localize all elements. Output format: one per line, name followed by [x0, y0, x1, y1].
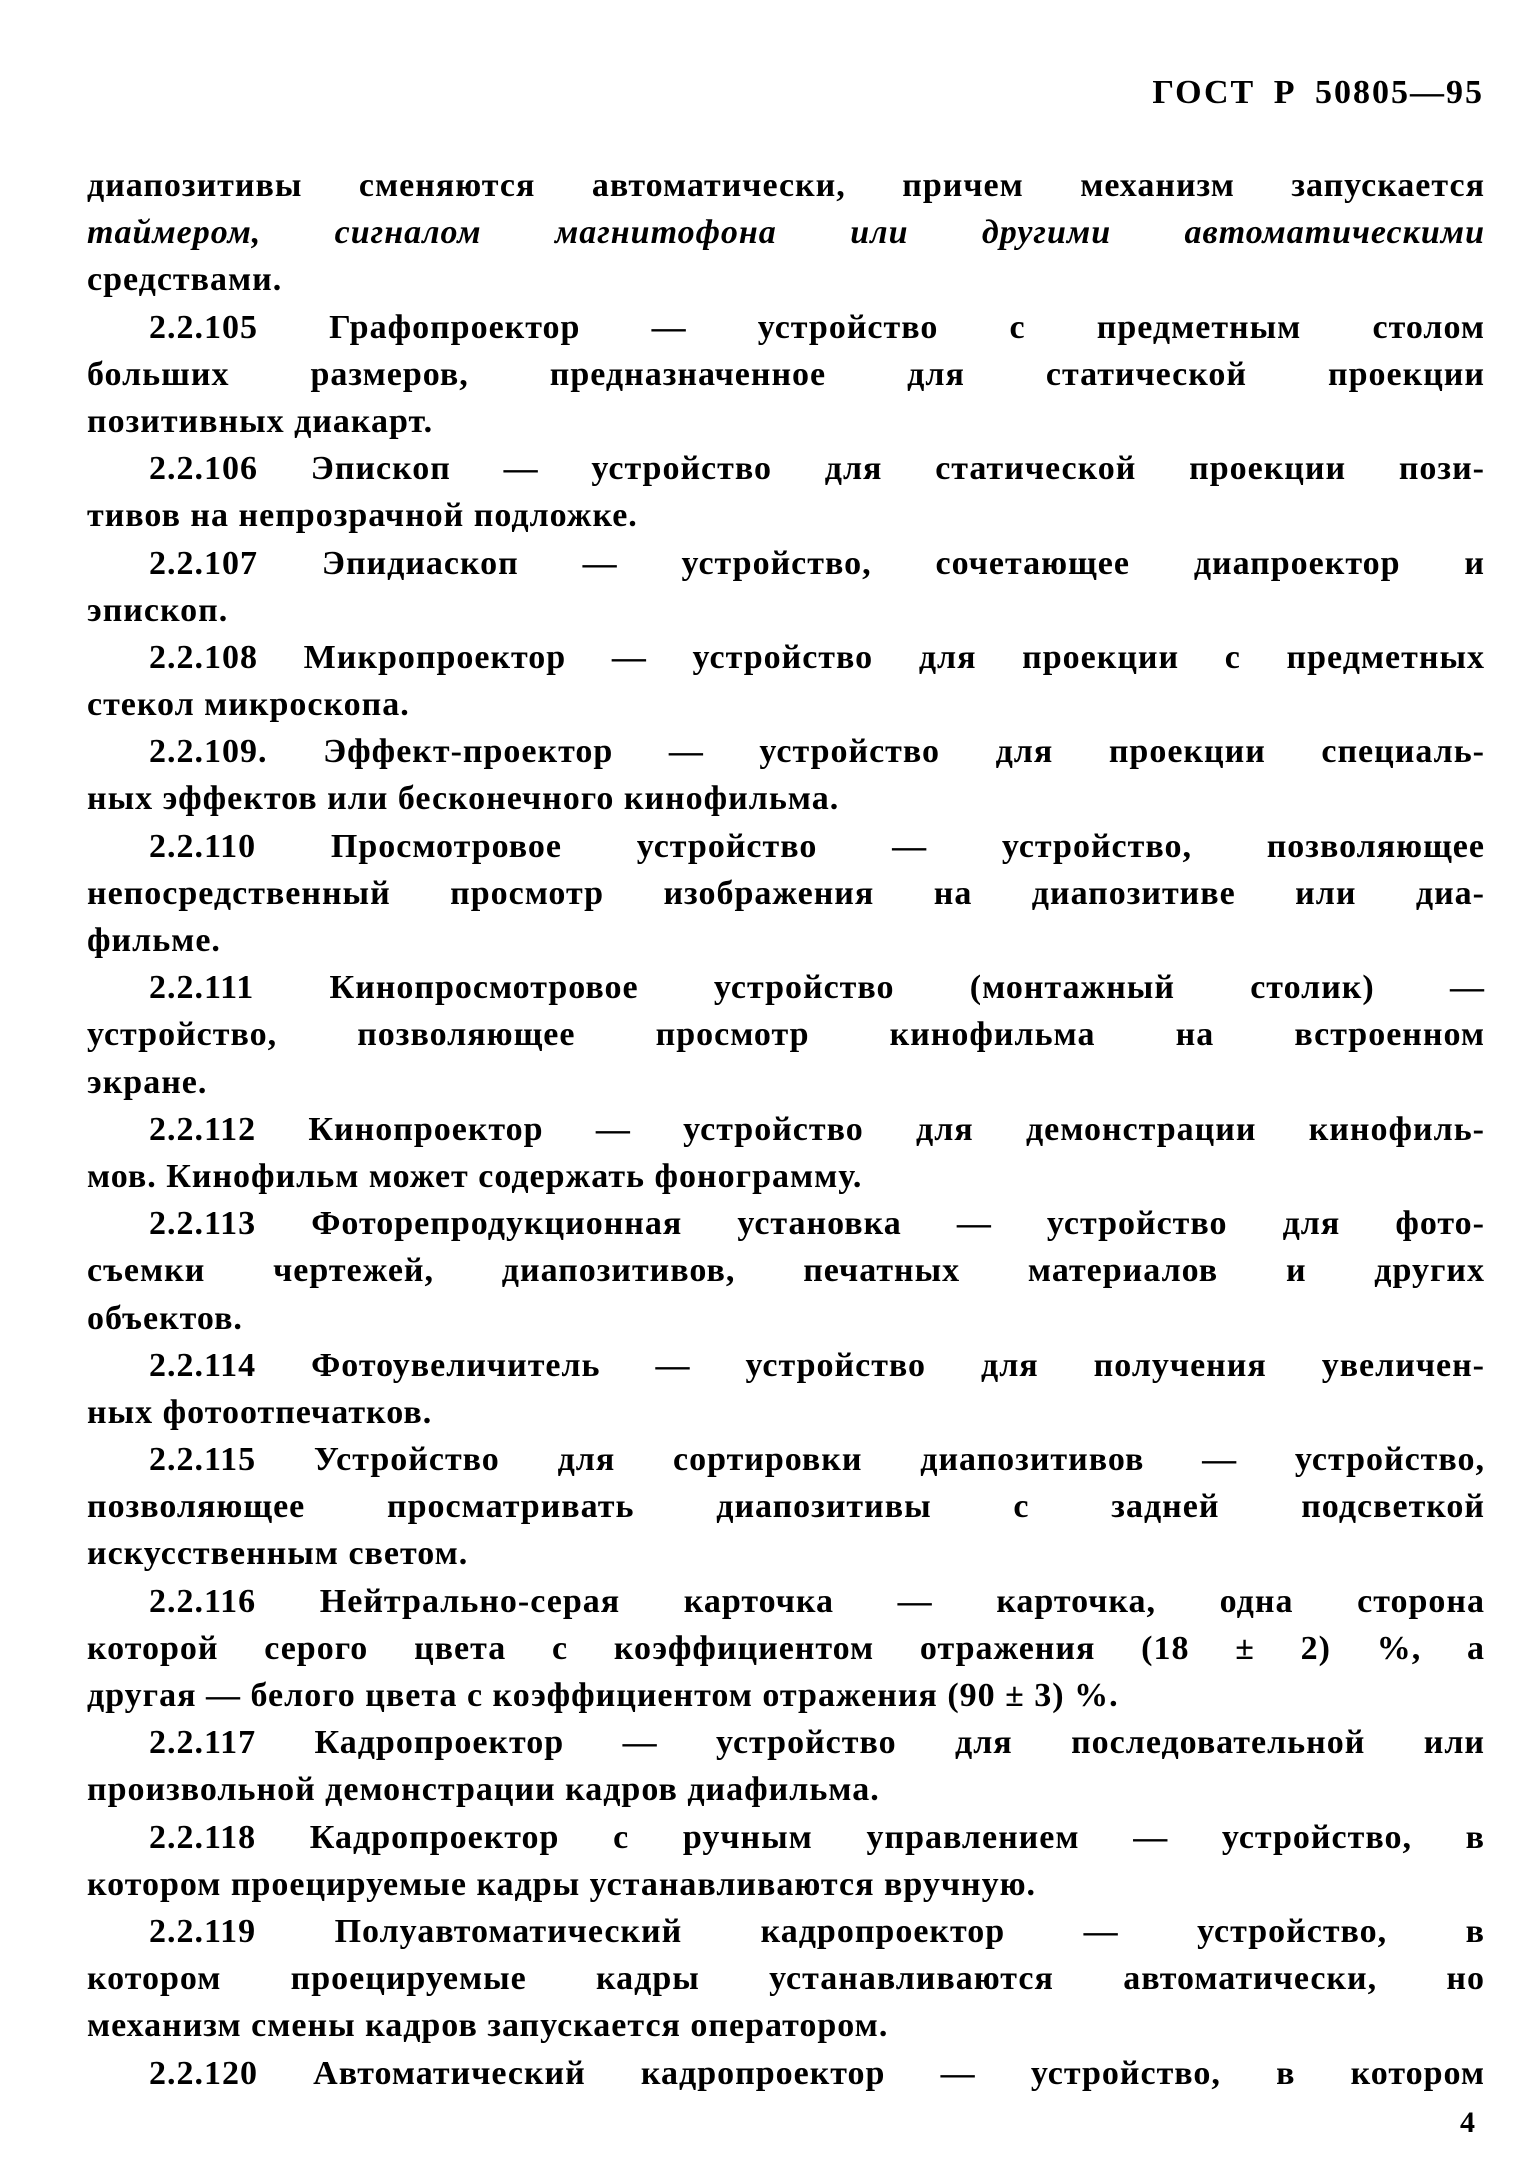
text-line: съемки чертежей, диапозитивов, печатных материалов и других: [87, 1252, 1485, 1290]
text-line: 2.2.113 Фоторепродукционная установка — устройство для фото-: [149, 1205, 1485, 1243]
paragraph: [87, 728, 1485, 822]
text-line: 2.2.109. Эффект-проектор — устройство для проекции специаль-: [149, 733, 1485, 771]
text-line: тивов на непрозрачной подложке.: [87, 497, 638, 535]
paragraph: [87, 1200, 1485, 1342]
text-line: устройство, позволяющее просмотр кинофильма на встроенном: [87, 1016, 1485, 1054]
text-line: 2.2.114 Фотоувеличитель — устройство для получения увеличен-: [149, 1346, 1485, 1384]
paragraph: [87, 2050, 1485, 2097]
text-line: позитивных диакарт.: [87, 402, 434, 440]
paragraph: [87, 1719, 1485, 1813]
text-line: средствами.: [87, 261, 283, 299]
page-number: 4: [1460, 2106, 1475, 2139]
text-line: 2.2.112 Кинопроектор — устройство для демонстрации кинофиль-: [149, 1110, 1485, 1148]
paragraph: [87, 1106, 1485, 1200]
text-line: 2.2.105 Графопроектор — устройство с предметным столом: [149, 308, 1485, 346]
text-line: ных фотоотпечатков.: [87, 1393, 433, 1431]
text-line: другая — белого цвета с коэффициентом отражения (90 ± 3) %.: [87, 1677, 1119, 1714]
text-line: котором проецируемые кадры устанавливаются автоматически, но: [87, 1960, 1485, 1998]
text-line: 2.2.115 Устройство для сортировки диапозитивов — устройство,: [149, 1441, 1485, 1479]
text-line: экране.: [87, 1063, 208, 1101]
paragraph: [87, 1342, 1485, 1436]
paragraph: [87, 1908, 1485, 2050]
text-line: 2.2.111 Кинопросмотровое устройство (монтажный столик) —: [149, 969, 1485, 1007]
text-line: 2.2.116 Нейтрально-серая карточка — карточка, одна сторона: [149, 1582, 1485, 1620]
text-line: 2.2.119 Полуавтоматический кадропроектор — устройство, в: [149, 1912, 1485, 1950]
text-line: которой серого цвета с коэффициентом отражения (18 ± 2) %, а: [87, 1629, 1485, 1667]
text-line: 2.2.107 Эпидиаскоп — устройство, сочетающее диапроектор и: [149, 544, 1485, 582]
paragraph: [87, 162, 1485, 304]
text-line: объектов.: [87, 1299, 243, 1337]
text-line: 2.2.108 Микропроектор — устройство для проекции с предметных: [149, 638, 1485, 676]
text-line: искусственным светом.: [87, 1535, 469, 1573]
text-line: больших размеров, предназначенное для статической проекции: [87, 355, 1485, 393]
document-header-code: ГОСТ Р 50805—95: [1152, 74, 1484, 111]
paragraph: [87, 445, 1485, 539]
text-line: 2.2.110 Просмотровое устройство — устройство, позволяющее: [149, 827, 1485, 865]
text-line: ных эффектов или бесконечного кинофильма.: [87, 780, 840, 818]
paragraph: [87, 304, 1485, 446]
paragraph: [87, 1814, 1485, 1908]
text-line: эпископ.: [87, 591, 229, 629]
paragraph: [87, 823, 1485, 965]
paragraph: [87, 1436, 1485, 1578]
paragraph: [87, 634, 1485, 728]
text-line: произвольной демонстрации кадров диафильма.: [87, 1771, 880, 1809]
text-line: таймером, сигналом магнитофона или другими автоматическими: [87, 214, 1485, 252]
text-line: 2.2.117 Кадропроектор — устройство для последовательной или: [149, 1724, 1485, 1762]
paragraph: [87, 1578, 1485, 1720]
document-body: [87, 162, 1485, 2097]
text-line: котором проецируемые кадры устанавливаются вручную.: [87, 1865, 1037, 1903]
text-line: механизм смены кадров запускается оператором.: [87, 2007, 889, 2045]
text-line: мов. Кинофильм может содержать фонограмму.: [87, 1157, 863, 1195]
paragraph: [87, 964, 1485, 1106]
text-line: стекол микроскопа.: [87, 686, 410, 724]
text-line: 2.2.106 Эпископ — устройство для статической проекции пози-: [149, 450, 1485, 488]
text-line: диапозитивы сменяются автоматически, причем механизм запускается: [87, 167, 1485, 204]
paragraph: [87, 540, 1485, 634]
text-line: непосредственный просмотр изображения на диапозитиве или диа-: [87, 874, 1485, 912]
text-line: фильме.: [87, 922, 221, 959]
text-line: 2.2.118 Кадропроектор с ручным управлением — устройство, в: [149, 1818, 1485, 1856]
text-line: позволяющее просматривать диапозитивы с задней подсветкой: [87, 1488, 1485, 1526]
text-line: 2.2.120 Автоматический кадропроектор — устройство, в котором: [149, 2054, 1485, 2092]
